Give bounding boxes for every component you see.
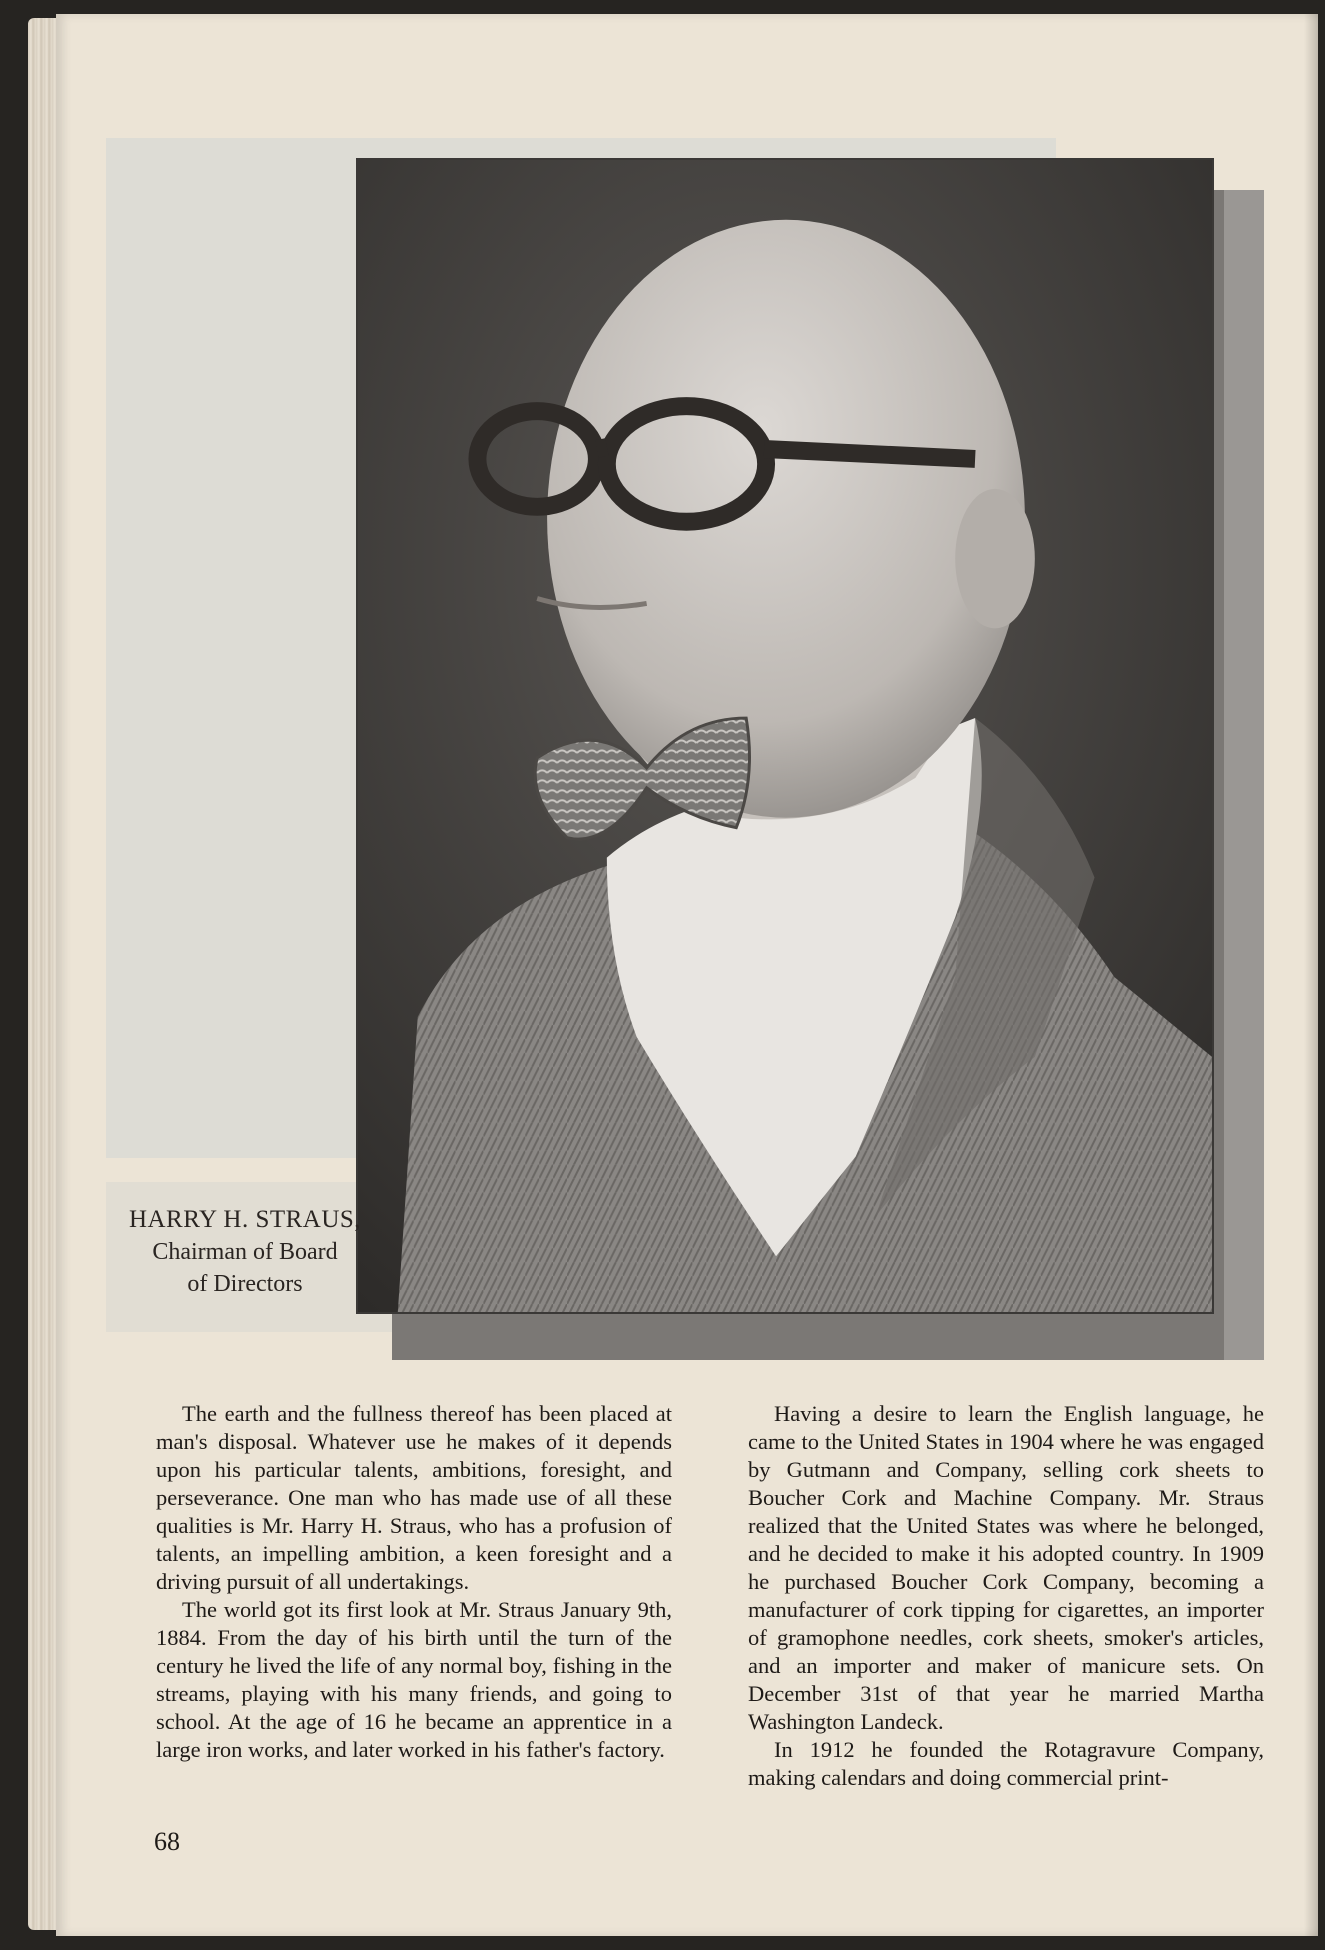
page-number: 68: [154, 1827, 180, 1856]
portrait-photo: [356, 158, 1214, 1314]
portrait-illustration: [358, 160, 1212, 1312]
article-paragraph: Having a desire to learn the English language, he came to the United States in 1904 where he was engaged by Gutmann and Company, selling cork sheets to Boucher Cork and Machine Company. Mr. Straus realized that the United States was where he belonged, and he decided to make it his adopted country. In 1909 he purchased Boucher Cork Company, becoming a manufacturer of cork tipping for cigarettes, an importer of gramophone needles, cork sheets, smoker's articles, and an importer and maker of manicure sets. On December 31st of that year he married Martha Washington Landeck.: [748, 1401, 1264, 1734]
article-left-column: [156, 1400, 672, 1764]
caption-title-line-1: Chairman of Board: [152, 1239, 338, 1265]
photo-caption: [120, 1204, 370, 1300]
article-paragraph: In 1912 he founded the Rotagravure Company, making calendars and doing commercial print-: [748, 1737, 1264, 1790]
photo-shadow-stripe: [1224, 190, 1264, 1360]
article-paragraph: The world got its first look at Mr. Straus January 9th, 1884. From the day of his birth until the turn of the century he lived the life of any normal boy, fishing in the streams, playing with his many friends, and going to school. At the age of 16 he became an apprentice in a large iron works, and later worked in his father's factory.: [156, 1597, 672, 1762]
caption-name: HARRY H. STRAUS,: [128, 1206, 362, 1233]
article-paragraph: The earth and the fullness thereof has been placed at man's disposal. Whatever use he makes of it depends upon his particular talents, ambitions, foresight, and perseverance. One man who has made use of all these qualities is Mr. Harry H. Straus, who has a profusion of talents, an impelling ambition, a keen foresight and a driving pursuit of all undertakings.: [156, 1401, 672, 1594]
article-right-column: [748, 1400, 1264, 1792]
page-gutter-shadow: [1304, 14, 1318, 1936]
caption-title-line-2: of Directors: [187, 1271, 303, 1297]
